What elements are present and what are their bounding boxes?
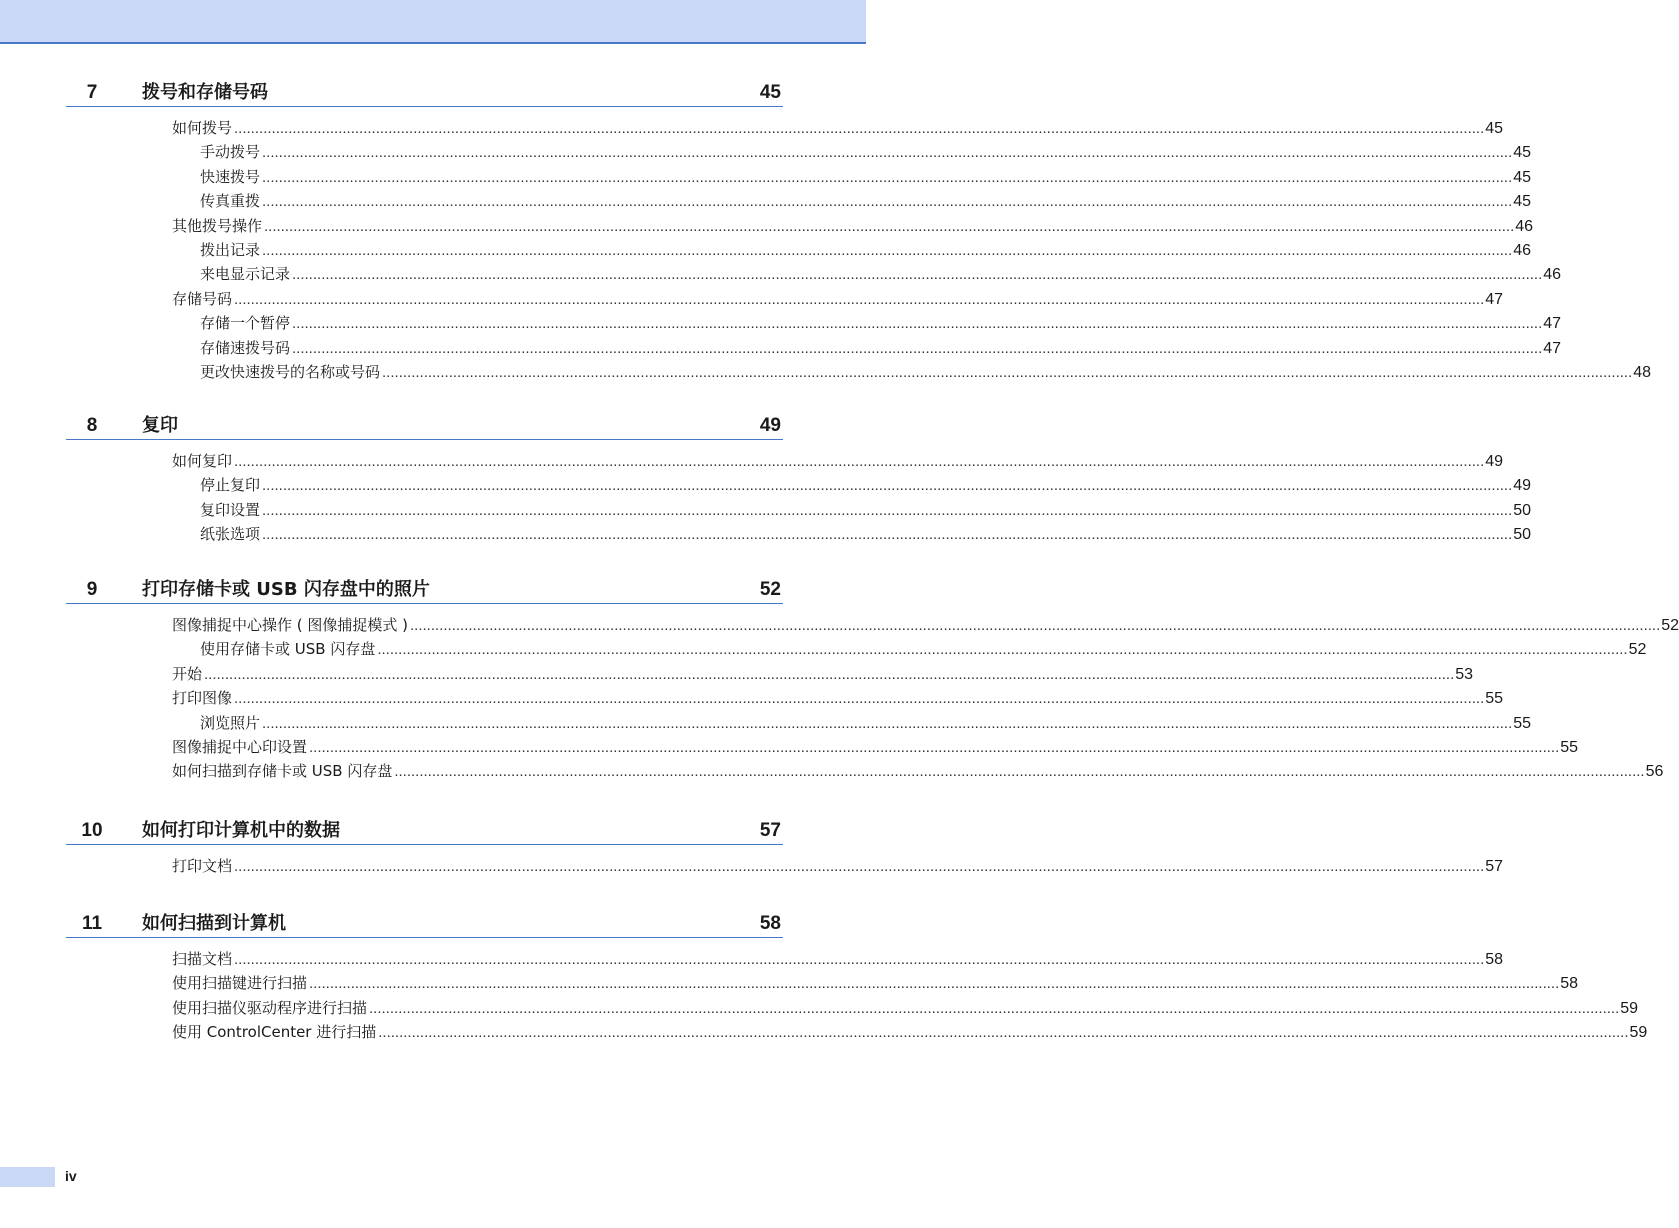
entry-list [66, 452, 1532, 550]
entry-label: 浏览照片 [200, 713, 261, 732]
toc-entry[interactable] [66, 974, 1579, 998]
chapter-title: 如何扫描到计算机 [142, 913, 286, 934]
chapter-page-number: 57 [759, 820, 781, 841]
toc-subentry[interactable] [66, 525, 1532, 549]
chapter-section [66, 415, 1532, 550]
chapter-title: 复印 [142, 415, 178, 436]
entry-page-number: 45 [1513, 193, 1532, 211]
chapter-section [66, 913, 1648, 1048]
dot-leader: ............................................................................................................................................................................................................................................................................................................ [234, 120, 1485, 137]
chapter-heading[interactable] [66, 913, 783, 938]
dot-leader: ............................................................................................................................................................................................................................................................................................................ [262, 501, 1513, 519]
entry-label: 如何拨号 [172, 119, 233, 137]
entry-label: 使用扫描仪驱动程序进行扫描 [172, 998, 368, 1017]
entry-label: 纸张选项 [200, 525, 261, 544]
toc-subentry[interactable] [66, 192, 1532, 216]
entry-label: 打印文档 [172, 857, 233, 875]
toc-entry[interactable] [66, 689, 1504, 713]
dot-leader: ............................................................................................................................................................................................................................................................................................................ [262, 714, 1513, 732]
entry-label: 拨出记录 [200, 240, 261, 259]
chapter-number: 9 [86, 579, 98, 600]
dot-leader: ............................................................................................................................................................................................................................................................................................................ [262, 477, 1513, 495]
dot-leader: ............................................................................................................................................................................................................................................................................................................ [234, 690, 1485, 708]
entry-label: 如何复印 [172, 452, 233, 470]
entry-page-number: 58 [1560, 975, 1579, 993]
chapter-number: 11 [81, 913, 103, 934]
entry-page-number: 59 [1629, 1024, 1648, 1042]
entry-page-number: 52 [1628, 641, 1647, 659]
toc-subentry[interactable] [66, 640, 1647, 664]
entry-page-number: 47 [1543, 315, 1562, 333]
entry-page-number: 56 [1645, 763, 1664, 781]
dot-leader: ............................................................................................................................................................................................................................................................................................................ [234, 453, 1485, 470]
entry-page-number: 58 [1485, 951, 1504, 968]
entry-page-number: 50 [1513, 526, 1532, 544]
chapter-heading[interactable] [66, 579, 783, 604]
dot-leader: ............................................................................................................................................................................................................................................................................................................ [262, 193, 1513, 211]
chapter-page-number: 58 [759, 913, 781, 934]
toc-subentry[interactable] [66, 143, 1532, 167]
dot-leader: ............................................................................................................................................................................................................................................................................................................ [262, 144, 1513, 162]
dot-leader: ............................................................................................................................................................................................................................................................................................................ [262, 241, 1513, 259]
entry-label: 传真重拨 [200, 192, 261, 211]
dot-leader: ............................................................................................................................................................................................................................................................................................................ [262, 526, 1513, 544]
entry-list [66, 950, 1648, 1048]
toc-entry[interactable] [66, 857, 1504, 881]
dot-leader: ............................................................................................................................................................................................................................................................................................................ [382, 363, 1633, 381]
dot-leader: ............................................................................................................................................................................................................................................................................................................ [410, 617, 1661, 634]
entry-page-number: 50 [1513, 501, 1532, 519]
entry-page-number: 49 [1513, 477, 1532, 495]
entry-page-number: 46 [1515, 217, 1534, 235]
dot-leader: ............................................................................................................................................................................................................................................................................................................ [234, 858, 1485, 875]
chapter-number: 10 [81, 820, 103, 841]
toc-subentry[interactable] [66, 362, 1652, 387]
toc-subentry[interactable] [66, 338, 1562, 363]
dot-leader: ............................................................................................................................................................................................................................................................................................................ [378, 1024, 1629, 1042]
toc-subentry[interactable] [66, 240, 1532, 265]
toc-entry[interactable] [66, 664, 1474, 689]
entry-label: 开始 [172, 664, 203, 683]
entry-page-number: 45 [1513, 168, 1532, 186]
entry-label: 使用扫描键进行扫描 [172, 974, 308, 993]
chapter-heading[interactable] [66, 415, 783, 440]
entry-page-number: 46 [1513, 241, 1532, 259]
toc-entry[interactable] [66, 616, 1679, 640]
entry-label: 快速拨号 [200, 167, 261, 186]
toc-subentry[interactable] [66, 265, 1562, 289]
entry-page-number: 46 [1543, 266, 1562, 284]
entry-list [66, 616, 1679, 787]
chapter-number: 7 [86, 82, 98, 103]
footer-accent-bar [0, 1167, 55, 1187]
entry-page-number: 52 [1661, 617, 1679, 634]
entry-page-number: 55 [1513, 714, 1532, 732]
entry-label: 图像捕捉中心印设置 [172, 737, 308, 756]
entry-list [66, 119, 1652, 387]
chapter-title: 打印存储卡或 USB 闪存盘中的照片 [142, 579, 430, 600]
entry-label: 更改快速拨号的名称或号码 [200, 362, 381, 381]
dot-leader: ............................................................................................................................................................................................................................................................................................................ [262, 168, 1513, 186]
toc-entry[interactable] [66, 950, 1504, 974]
entry-label: 存储一个暂停 [200, 314, 291, 333]
entry-label: 存储速拨号码 [200, 338, 291, 357]
chapter-page-number: 52 [759, 579, 781, 600]
toc-entry[interactable] [66, 998, 1639, 1023]
chapter-section [66, 82, 1652, 387]
entry-label: 如何扫描到存储卡或 USB 闪存盘 [172, 762, 393, 781]
entry-page-number: 55 [1560, 738, 1579, 756]
chapter-heading[interactable] [66, 820, 783, 845]
entry-page-number: 45 [1485, 120, 1504, 137]
entry-label: 存储号码 [172, 289, 233, 308]
chapter-section [66, 820, 1504, 881]
dot-leader: ............................................................................................................................................................................................................................................................................................................ [309, 975, 1560, 993]
toc-entry[interactable] [66, 119, 1504, 143]
dot-leader: ............................................................................................................................................................................................................................................................................................................ [264, 217, 1515, 235]
chapter-page-number: 45 [759, 82, 781, 103]
dot-leader: ............................................................................................................................................................................................................................................................................................................ [234, 951, 1485, 968]
entry-label: 其他拨号操作 [172, 216, 263, 235]
toc-entry[interactable] [66, 1023, 1648, 1047]
entry-page-number: 57 [1485, 858, 1504, 875]
dot-leader: ............................................................................................................................................................................................................................................................................................................ [292, 315, 1543, 333]
entry-label: 打印图像 [172, 689, 233, 708]
toc-entry[interactable] [66, 737, 1579, 762]
entry-page-number: 55 [1485, 690, 1504, 708]
entry-page-number: 47 [1485, 290, 1504, 308]
chapter-section [66, 579, 1679, 787]
entry-page-number: 53 [1455, 665, 1474, 683]
dot-leader: ............................................................................................................................................................................................................................................................................................................ [394, 763, 1645, 781]
entry-page-number: 59 [1620, 999, 1639, 1017]
chapter-number: 8 [86, 415, 98, 436]
toc-entry[interactable] [66, 216, 1534, 241]
chapter-page-number: 49 [759, 415, 781, 436]
chapter-title: 如何打印计算机中的数据 [142, 820, 340, 841]
page-number: iv [65, 1168, 77, 1184]
entry-label: 停止复印 [200, 476, 261, 495]
entry-label: 来电显示记录 [200, 265, 291, 284]
dot-leader: ............................................................................................................................................................................................................................................................................................................ [292, 266, 1543, 284]
dot-leader: ............................................................................................................................................................................................................................................................................................................ [292, 339, 1543, 357]
toc-subentry[interactable] [66, 713, 1532, 738]
dot-leader: ............................................................................................................................................................................................................................................................................................................ [234, 290, 1485, 308]
dot-leader: ............................................................................................................................................................................................................................................................................................................ [204, 665, 1455, 683]
toc-entry[interactable] [66, 452, 1504, 476]
chapter-title: 拨号和存储号码 [142, 82, 268, 103]
entry-label: 使用 ControlCenter 进行扫描 [172, 1023, 377, 1042]
entry-list [66, 857, 1504, 881]
toc-subentry[interactable] [66, 167, 1532, 192]
toc-subentry[interactable] [66, 476, 1532, 500]
entry-label: 复印设置 [200, 500, 261, 519]
toc-entry[interactable] [66, 762, 1664, 786]
entry-page-number: 47 [1543, 339, 1562, 357]
entry-page-number: 48 [1633, 363, 1652, 381]
entry-label: 扫描文档 [172, 950, 233, 968]
toc-subentry[interactable] [66, 500, 1532, 525]
entry-page-number: 45 [1513, 144, 1532, 162]
entry-label: 图像捕捉中心操作 ( 图像捕捉模式 ) [172, 616, 409, 634]
dot-leader: ............................................................................................................................................................................................................................................................................................................ [309, 738, 1560, 756]
dot-leader: ............................................................................................................................................................................................................................................................................................................ [377, 641, 1628, 659]
entry-label: 使用存储卡或 USB 闪存盘 [200, 640, 376, 659]
entry-page-number: 49 [1485, 453, 1504, 470]
toc-subentry[interactable] [66, 314, 1562, 338]
toc-entry[interactable] [66, 289, 1504, 314]
entry-label: 手动拨号 [200, 143, 261, 162]
chapter-heading[interactable] [66, 82, 783, 107]
dot-leader: ............................................................................................................................................................................................................................................................................................................ [369, 999, 1620, 1017]
